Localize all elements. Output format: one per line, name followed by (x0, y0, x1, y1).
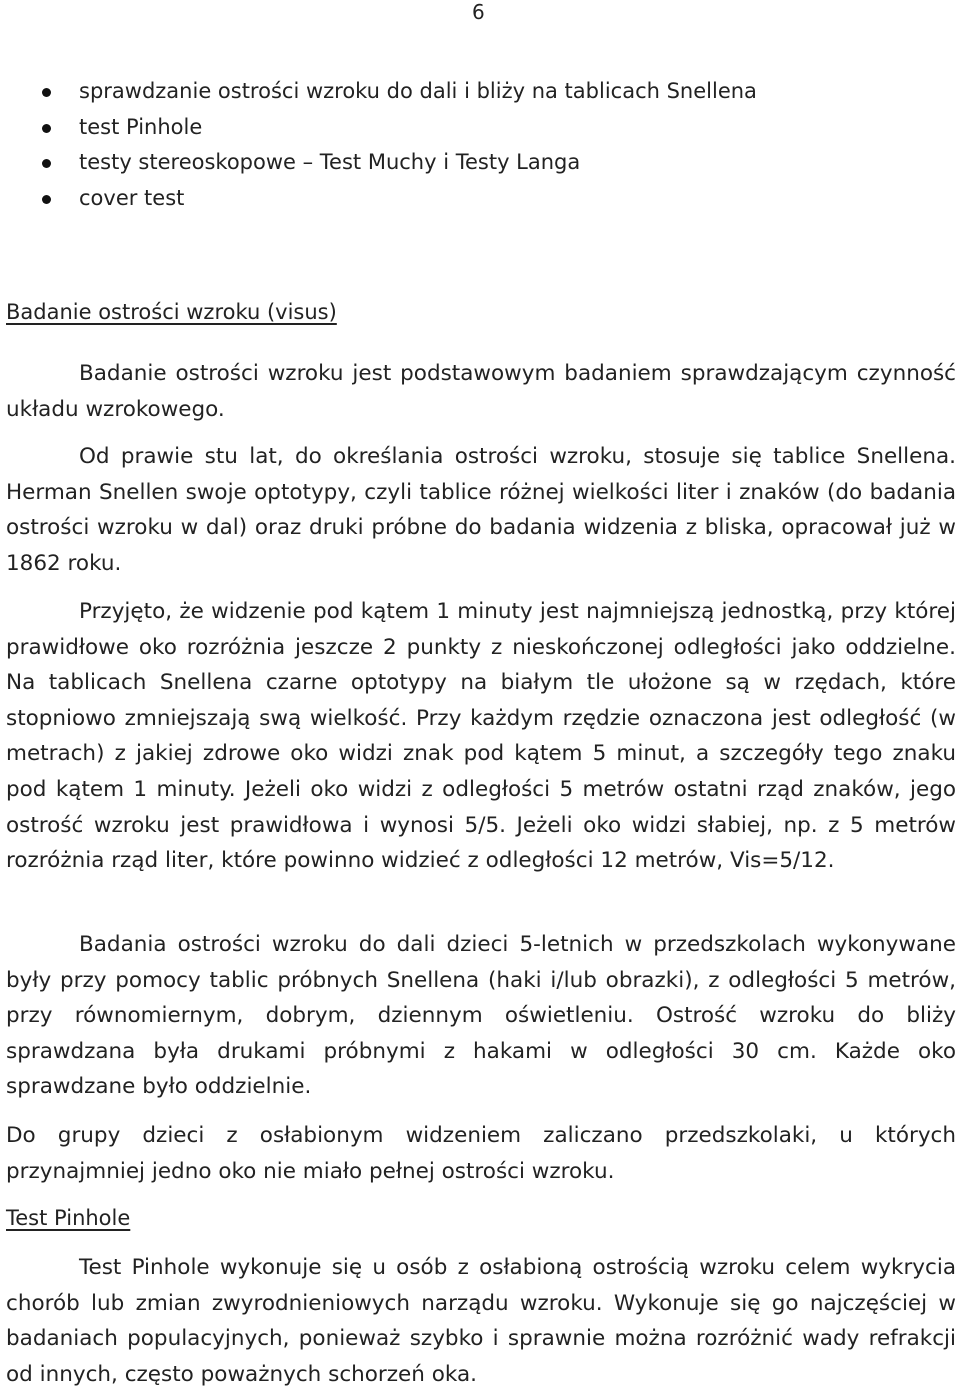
list-item-text: cover test (79, 185, 185, 210)
page-number: 6 (472, 0, 485, 24)
list-item (0, 145, 960, 181)
list-item-text: test Pinhole (79, 114, 203, 139)
paragraph-snellen-history: Od prawie stu lat, do określania ostrości wzroku, stosuje się tablice Snellena. Herman Snellen swoje optotypy, czyli tablice różnej wielkości liter i znaków (do badania ostrości wzroku w dal) oraz druki próbne do badania widzenia z bliska, opracował już w 1862 roku. (6, 444, 956, 576)
paragraph-snellen-method: Przyjęto, że widzenie pod kątem 1 minuty jest najmniejszą jednostką, przy której prawidłowe oko rozróżnia jeszcze 2 punkty z nieskończonej odległości jako oddzielne. Na tablicach Snellena czarne optotypy na białym tle ułożone są w rzędach, które stopniowo zmniejszają swą wielkość. Przy każdym rzędzie oznaczona jest odległość (w metrach) z jakiej zdrowe oko widzi znak pod kątem 5 minut, a szczegóły tego znaku pod kątem 1 minuty. Jeżeli oko widzi z odległości 5 metrów ostatni rząd znaków, jego ostrość wzroku jest prawidłowa i wynosi 5/5. Jeżeli oko widzi słabiej, np. z 5 metrów rozróżnia rząd liter, które powinno widzieć z odległości 12 metrów, Vis=5/12. (6, 599, 956, 874)
bullet-icon (42, 159, 51, 168)
bullet-list (0, 74, 960, 216)
list-item-text: testy stereoskopowe – Test Muchy i Testy Langa (79, 150, 581, 174)
list-item (0, 181, 960, 217)
bullet-icon (42, 195, 51, 204)
section-heading-pinhole: Test Pinhole (6, 1206, 131, 1230)
list-item-text: sprawdzanie ostrości wzroku do dali i bliży na tablicach Snellena (79, 79, 757, 103)
bullet-icon (42, 124, 51, 133)
paragraph-preschool-testing: Badania ostrości wzroku do dali dzieci 5-letnich w przedszkolach wykonywane były przy pomocy tablic próbnych Snellena (haki i/lub obrazki), z odległości 5 metrów, przy równomiernym, dobrym, dziennym oświetleniu. Ostrość wzroku do bliży sprawdzana była drukami próbnymi z hakami w odległości 30 cm. Każde oko sprawdzane było oddzielnie. (6, 932, 956, 1100)
bullet-icon (42, 88, 51, 97)
section-heading-visus: Badanie ostrości wzroku (visus) (6, 300, 337, 324)
paragraph-pinhole: Test Pinhole wykonuje się u osób z osłabioną ostrością wzroku celem wykrycia chorób lub zmian zwyrodnieniowych narządu wzroku. Wykonuje się go najczęściej w badaniach populacyjnych, ponieważ szybko i sprawnie można rozróżnić wady refrakcji od innych, często poważnych schorzeń oka. (6, 1255, 956, 1387)
list-item (0, 74, 960, 110)
paragraph-reduced-vision-group: Do grupy dzieci z osłabionym widzeniem zaliczano przedszkolaki, u których przynajmniej jedno oko nie miało pełnej ostrości wzroku. (6, 1123, 956, 1184)
list-item (0, 110, 960, 146)
paragraph-visus-intro: Badanie ostrości wzroku jest podstawowym badaniem sprawdzającym czynność układu wzrokowego. (6, 361, 956, 422)
